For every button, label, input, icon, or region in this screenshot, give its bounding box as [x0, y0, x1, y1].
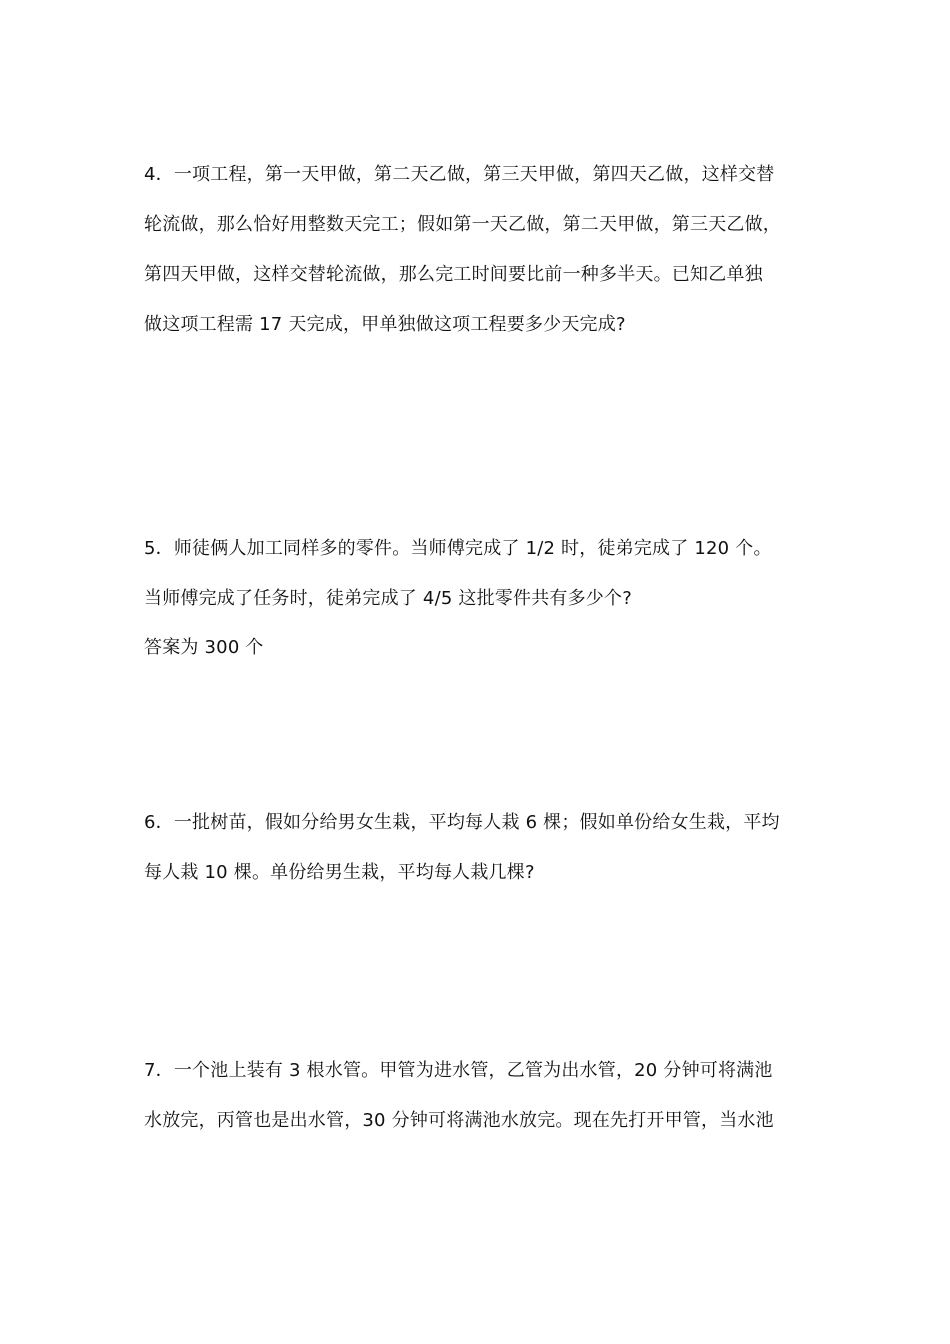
problem-5-answer: 答案为 300 个	[144, 637, 264, 658]
problem-7-line-1: 7．一个池上装有 3 根水管。甲管为进水管，乙管为出水管，20 分钟可将满池	[144, 1060, 773, 1081]
problem-5-line-1: 5．师徒俩人加工同样多的零件。当师傅完成了 1/2 时，徒弟完成了 120 个。	[144, 538, 772, 559]
problem-4-line-1: 4．一项工程，第一天甲做，第二天乙做，第三天甲做，第四天乙做，这样交替	[144, 164, 775, 185]
problem-7-line-2: 水放完，丙管也是出水管，30 分钟可将满池水放完。现在先打开甲管，当水池	[144, 1110, 774, 1131]
problem-4-line-3: 第四天甲做，这样交替轮流做，那么完工时间要比前一种多半天。已知乙单独	[144, 264, 763, 285]
problem-4-line-4: 做这项工程需 17 天完成，甲单独做这项工程要多少天完成?	[144, 314, 626, 335]
problem-6-line-1: 6．一批树苗，假如分给男女生栽，平均每人栽 6 棵；假如单份给女生栽，平均	[144, 812, 780, 833]
problem-6-line-2: 每人栽 10 棵。单份给男生栽，平均每人栽几棵?	[144, 862, 535, 883]
problem-5-line-2: 当师傅完成了任务时，徒弟完成了 4/5 这批零件共有多少个?	[144, 588, 632, 609]
problem-4-line-2: 轮流做，那么恰好用整数天完工；假如第一天乙做，第二天甲做，第三天乙做，	[144, 214, 781, 235]
